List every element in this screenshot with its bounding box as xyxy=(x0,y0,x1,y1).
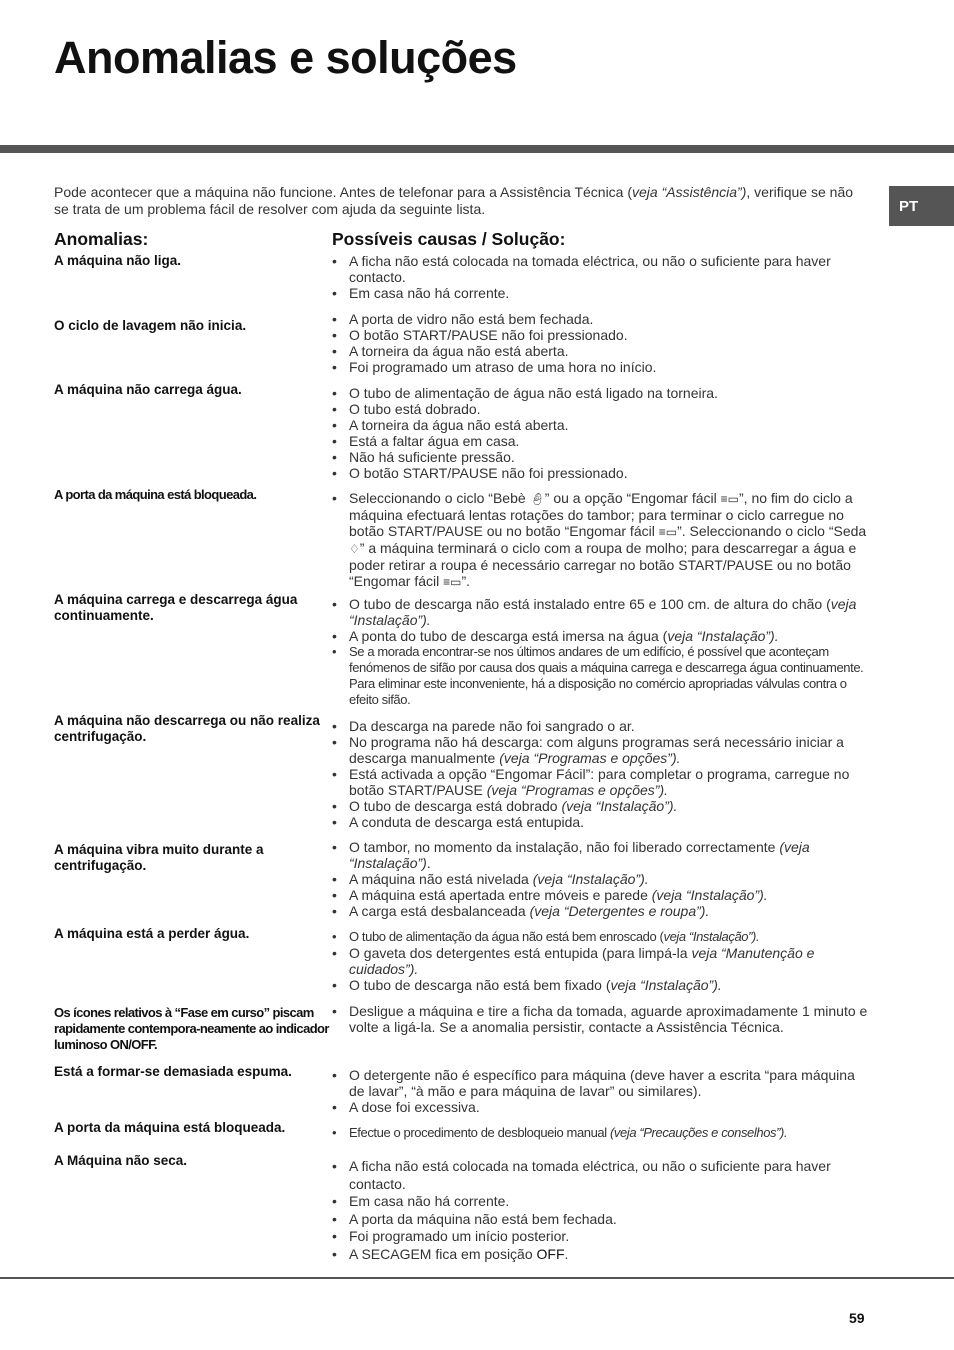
cause-item: • O botão START/PAUSE não foi pressionado. xyxy=(332,327,872,343)
cause-item: • O tubo de descarga não está bem fixado (veja “Instalação”). xyxy=(332,977,872,993)
cause-item: • No programa não há descarga: com alguns programas será necessário iniciar a descarga manualmente (veja “Programas e opções”). xyxy=(332,734,872,766)
cause-item: • A ponta do tubo de descarga está imersa na água (veja “Instalação”). xyxy=(332,628,872,644)
causes-list xyxy=(332,839,872,919)
cause-item: • A carga está desbalanceada (veja “Detergentes e roupa”). xyxy=(332,903,872,919)
cause-item: • A porta da máquina não está bem fechada. xyxy=(332,1211,872,1229)
cause-item: • A torneira da água não está aberta. xyxy=(332,417,872,433)
problem-label: Os ícones relativos à “Fase em curso” piscam rapidamente contempora-neamente ao indicador luminoso ON/OFF. xyxy=(54,1005,329,1052)
cause-item: • Não há suficiente pressão. xyxy=(332,449,872,465)
cause-item: • A máquina está apertada entre móveis e parede (veja “Instalação”). xyxy=(332,887,872,903)
easy-iron-icon: ≡▭ xyxy=(658,525,678,539)
cause-item: • O tubo de descarga não está instalado entre 65 e 100 cm. de altura do chão (veja “Instalação”). xyxy=(332,596,872,628)
cause-item: • O tubo de alimentação da água não está bem enroscado (veja “Instalação”). xyxy=(332,929,872,945)
cause-item: • A ficha não está colocada na tomada eléctrica, ou não o suficiente para haver contacto. xyxy=(332,1158,872,1193)
problem-label: A Máquina não seca. xyxy=(54,1153,188,1168)
cause-item: • A porta de vidro não está bem fechada. xyxy=(332,311,872,327)
cause-item: • O tubo está dobrado. xyxy=(332,401,872,417)
cause-item: • A ficha não está colocada na tomada eléctrica, ou não o suficiente para haver contacto. xyxy=(332,253,872,285)
causes-list xyxy=(332,929,872,993)
causes-list xyxy=(332,1125,872,1141)
problem-label: O ciclo de lavagem não inicia. xyxy=(54,318,247,333)
problem-label: A máquina não carrega água. xyxy=(54,382,242,397)
problem-label: A máquina não descarrega ou não realiza centrifugação. xyxy=(54,713,320,744)
cause-item: • Desligue a máquina e tire a ficha da tomada, aguarde aproximadamente 1 minuto e volte a ligá-la. Se a anomalia persistir, contacte a Assistência Técnica. xyxy=(332,1003,872,1035)
cause-item: • O detergente não é específico para máquina (deve haver a escrita “para máquina de lavar”, “à mão e para máquina de lavar” ou similares). xyxy=(332,1067,872,1099)
problem-label: A porta da máquina está bloqueada. xyxy=(54,487,257,502)
problem-label: A máquina está a perder água. xyxy=(54,926,250,941)
causes-list xyxy=(332,1067,872,1115)
cause-item: • Está a faltar água em casa. xyxy=(332,433,872,449)
problem-label: A porta da máquina está bloqueada. xyxy=(54,1120,286,1135)
cause-item: • Efectue o procedimento de desbloqueio manual (veja “Precauções e conselhos”). xyxy=(332,1125,872,1141)
problems-header: Anomalias: xyxy=(54,229,149,249)
problem-label: A máquina vibra muito durante a centrifugação. xyxy=(54,842,264,873)
cause-item: • Em casa não há corrente. xyxy=(332,285,872,301)
silk-cycle-icon: ♢ xyxy=(349,542,360,556)
page-number: 59 xyxy=(849,1310,865,1326)
intro-paragraph: Pode acontecer que a máquina não funcione. Antes de telefonar para a Assistência Técnica (veja “Assistência”), verifique se não se trata de um problema fácil de resolver com ajuda da seguinte lista. xyxy=(54,184,854,217)
cause-item: • O tubo de alimentação de água não está ligado na torneira. xyxy=(332,385,872,401)
cause-item: • A máquina não está nivelada (veja “Instalação”). xyxy=(332,871,872,887)
cause-item: • A conduta de descarga está entupida. xyxy=(332,814,872,830)
causes-list xyxy=(332,718,872,830)
cause-item: • Está activada a opção “Engomar Fácil”: para completar o programa, carregue no botão START/PAUSE (veja “Programas e opções”). xyxy=(332,766,872,798)
cause-item: • Da descarga na parede não foi sangrado o ar. xyxy=(332,718,872,734)
easy-iron-icon: ≡▭ xyxy=(443,575,462,589)
baby-cycle-icon: 👶︎ xyxy=(529,492,545,506)
language-tab: PT xyxy=(889,186,954,226)
causes-header: Possíveis causas / Solução: xyxy=(332,229,566,249)
causes-list xyxy=(332,311,872,375)
causes-list xyxy=(332,1003,872,1035)
causes-list xyxy=(332,1158,872,1263)
cause-item: • O tubo de descarga está dobrado (veja “Instalação”). xyxy=(332,798,872,814)
cause-item: • Em casa não há corrente. xyxy=(332,1193,872,1211)
cause-item: • Seleccionando o ciclo “Bebè 👶︎” ou a opção “Engomar fácil ≡▭”, no fim do ciclo a máquina efectuará lentas rotações do tambor; para terminar o ciclo carregue no botão START/PAUSE ou no botão “Engomar fácil ≡▭”. Seleccionando o ciclo “Seda ♢” a máquina terminará o ciclo com a roupa de molho; para descarregar a água e poder retirar a roupa é necessário carregar no botão START/PAUSE ou no botão “Engomar fácil ≡▭”. xyxy=(332,490,872,590)
cause-item: • O gaveta dos detergentes está entupida (para limpá-la veja “Manutenção e cuidados”). xyxy=(332,945,872,977)
cause-item: • A torneira da água não está aberta. xyxy=(332,343,872,359)
easy-iron-icon: ≡▭ xyxy=(720,492,740,506)
cause-item: • O botão START/PAUSE não foi pressionado. xyxy=(332,465,872,481)
causes-list xyxy=(332,253,872,301)
cause-item: • A dose foi excessiva. xyxy=(332,1099,872,1115)
cause-item: • O tambor, no momento da instalação, não foi liberado correctamente (veja “Instalação”). xyxy=(332,839,872,871)
cause-item: • Foi programado um início posterior. xyxy=(332,1228,872,1246)
top-divider xyxy=(0,145,954,153)
causes-list xyxy=(332,490,872,590)
problem-label: A máquina carrega e descarrega água continuamente. xyxy=(54,592,298,623)
bottom-divider xyxy=(0,1277,954,1279)
cause-item: • Foi programado um atraso de uma hora no início. xyxy=(332,359,872,375)
cause-item: • A SECAGEM fica em posição OFF. xyxy=(332,1246,872,1264)
problem-label: A máquina não liga. xyxy=(54,253,182,268)
cause-item: • Se a morada encontrar-se nos últimos andares de um edifício, é possível que aconteçam fenómenos de sifão por causa dos quais a máquina carrega e descarrega água continuamente. Para eliminar este inconveniente, há a disposição no comércio apropriadas válvulas contra o efeito sifão. xyxy=(332,644,872,708)
page-title: Anomalias e soluções xyxy=(54,32,517,83)
causes-list xyxy=(332,385,872,481)
problem-label: Está a formar-se demasiada espuma. xyxy=(54,1064,292,1079)
causes-list xyxy=(332,596,872,708)
